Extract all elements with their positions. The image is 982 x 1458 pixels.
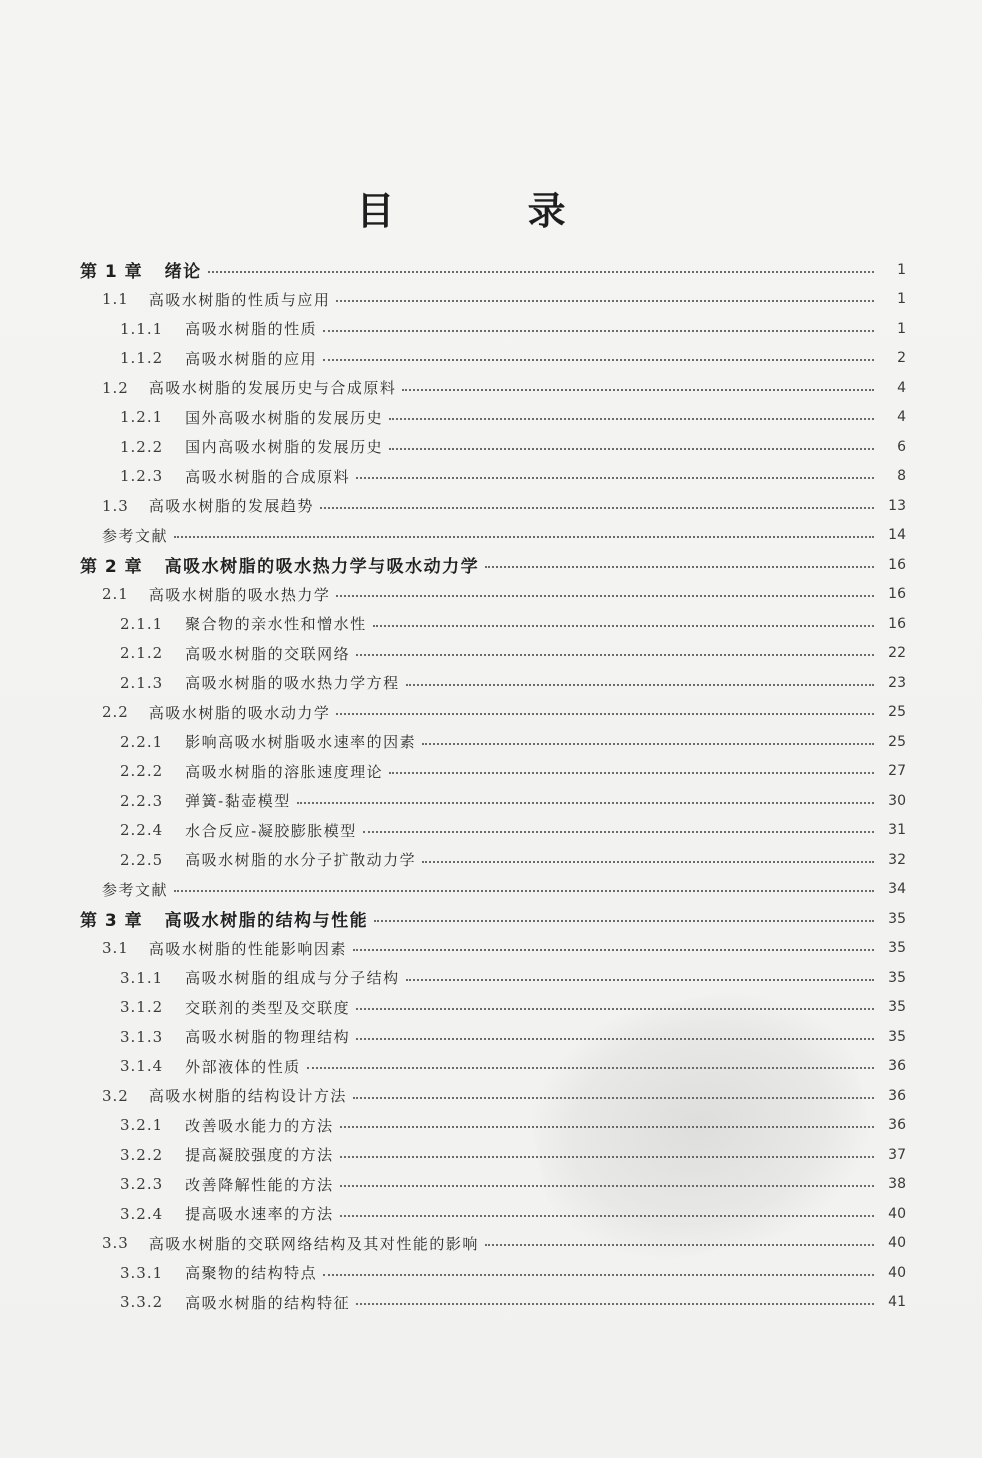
toc-section-entry[interactable] (80, 1258, 906, 1288)
toc-entry-number: 第 3 章 (80, 911, 143, 932)
toc-entry-title: 提高凝胶强度的方法 (185, 1146, 334, 1165)
toc-section-entry[interactable] (80, 462, 906, 492)
toc-dot-leader (336, 713, 874, 715)
toc-entry-number: 3.1 (102, 939, 129, 958)
toc-entry-number: 2.1.3 (120, 673, 164, 692)
toc-entry-title: 高吸水树脂的应用 (185, 349, 318, 368)
toc-entry-title: 高吸水树脂的结构设计方法 (148, 1087, 347, 1106)
toc-entry-number: 2.2.3 (120, 791, 164, 810)
toc-section-entry[interactable] (80, 1170, 906, 1200)
toc-entry-title: 影响高吸水树脂吸水速率的因素 (185, 733, 417, 752)
toc-entry-title: 高吸水树脂的发展趋势 (148, 497, 314, 516)
toc-entry-title: 国外高吸水树脂的发展历史 (185, 408, 384, 427)
toc-page-number: 22 (888, 645, 906, 662)
toc-dot-leader (356, 477, 874, 479)
toc-entry-number: 3.3.2 (120, 1293, 164, 1312)
toc-entry-number: 1.1.1 (120, 319, 164, 338)
toc-entry-number: 3.2.2 (120, 1145, 164, 1164)
toc-entry-title: 高吸水树脂的交联网络 (185, 644, 351, 663)
toc-section-entry[interactable] (80, 668, 906, 698)
toc-page-number: 36 (888, 1058, 906, 1075)
toc-section-entry[interactable] (80, 491, 906, 521)
page-title: 目 录 (356, 189, 626, 233)
toc-page-number: 27 (888, 763, 906, 780)
toc-entry-title: 高吸水树脂的性质与应用 (148, 290, 331, 309)
toc-entry-number: 2.2.2 (120, 762, 164, 781)
toc-entry-number: 3.3 (102, 1234, 129, 1253)
table-of-contents (80, 255, 906, 1317)
toc-page-number: 35 (888, 999, 906, 1016)
toc-entry-title: 高吸水树脂的发展历史与合成原料 (148, 379, 397, 398)
toc-section-entry[interactable] (80, 1111, 906, 1141)
toc-dot-leader (336, 595, 874, 597)
toc-entry-title: 参考文献 (102, 880, 169, 899)
toc-entry-title: 高吸水树脂的吸水热力学方程 (185, 674, 400, 693)
toc-page-number: 34 (888, 881, 906, 898)
toc-entry-number: 2.1.1 (120, 614, 164, 633)
toc-entry-number: 2.2.4 (120, 821, 164, 840)
toc-page-number: 36 (888, 1087, 906, 1104)
toc-section-entry[interactable] (80, 727, 906, 757)
toc-entry-number: 2.2 (102, 703, 129, 722)
toc-page-number: 35 (888, 969, 906, 986)
toc-entry-number: 1.2.1 (120, 408, 164, 427)
toc-dot-leader (363, 831, 874, 833)
toc-page-number: 32 (888, 851, 906, 868)
toc-section-entry[interactable] (80, 314, 906, 344)
toc-entry-title: 高吸水树脂的性能影响因素 (148, 939, 347, 958)
toc-section-entry[interactable] (80, 1081, 906, 1111)
toc-page-number: 23 (888, 674, 906, 691)
toc-section-entry[interactable] (80, 1229, 906, 1259)
toc-section-entry[interactable] (80, 845, 906, 875)
toc-dot-leader (353, 1097, 874, 1099)
toc-page-number: 16 (888, 586, 906, 603)
toc-dot-leader (402, 389, 874, 391)
toc-dot-leader (356, 1038, 874, 1040)
toc-entry-title: 水合反应-凝胶膨胀模型 (185, 821, 357, 840)
toc-page-number: 8 (897, 468, 906, 485)
toc-dot-leader (323, 330, 874, 332)
toc-dot-leader (374, 920, 874, 922)
toc-dot-leader (340, 1185, 874, 1187)
toc-dot-leader (208, 271, 874, 273)
toc-section-entry[interactable] (80, 403, 906, 433)
toc-page-number: 6 (897, 438, 906, 455)
toc-page-number: 4 (897, 409, 906, 426)
toc-page-number: 40 (888, 1264, 906, 1281)
toc-section-entry[interactable] (80, 580, 906, 610)
toc-dot-leader (174, 536, 874, 538)
toc-section-entry[interactable] (80, 344, 906, 374)
toc-section-entry[interactable] (80, 1052, 906, 1082)
toc-entry-number: 3.3.1 (120, 1263, 164, 1282)
toc-entry-number: 3.1.4 (120, 1057, 164, 1076)
toc-page-number: 25 (888, 733, 906, 750)
toc-dot-leader (336, 300, 874, 302)
toc-dot-leader (406, 684, 874, 686)
toc-dot-leader (323, 359, 874, 361)
toc-section-entry[interactable] (80, 373, 906, 403)
toc-section-entry[interactable] (80, 993, 906, 1023)
toc-section-entry[interactable] (80, 285, 906, 315)
toc-page-number: 1 (897, 261, 906, 278)
toc-page-number: 14 (888, 527, 906, 544)
toc-dot-leader (356, 1008, 874, 1010)
toc-section-entry[interactable] (80, 1140, 906, 1170)
toc-entry-title: 高吸水树脂的结构与性能 (164, 911, 369, 932)
toc-page-number: 37 (888, 1146, 906, 1163)
toc-entry-title: 高聚物的结构特点 (185, 1264, 318, 1283)
toc-page-number: 2 (897, 350, 906, 367)
toc-entry-number: 1.1.2 (120, 349, 164, 368)
toc-section-entry[interactable] (80, 609, 906, 639)
toc-entry-title: 高吸水树脂的溶胀速度理论 (185, 762, 384, 781)
toc-entry-title: 改善降解性能的方法 (185, 1175, 334, 1194)
toc-entry-number: 3.2.1 (120, 1116, 164, 1135)
toc-section-entry[interactable] (80, 698, 906, 728)
toc-entry-title: 国内高吸水树脂的发展历史 (185, 438, 384, 457)
toc-entry-number: 1.3 (102, 496, 129, 515)
toc-entry-number: 1.1 (102, 290, 129, 309)
toc-page-number: 30 (888, 792, 906, 809)
toc-entry-title: 高吸水树脂的水分子扩散动力学 (185, 851, 417, 870)
toc-dot-leader (389, 448, 874, 450)
toc-section-entry[interactable] (80, 432, 906, 462)
toc-entry-number: 3.2.4 (120, 1204, 164, 1223)
toc-page-number: 4 (897, 379, 906, 396)
toc-entry-title: 绪论 (164, 262, 202, 283)
toc-dot-leader (340, 1156, 874, 1158)
toc-section-entry[interactable] (80, 1022, 906, 1052)
toc-section-entry[interactable] (80, 934, 906, 964)
toc-entry-title: 高吸水树脂的吸水热力学与吸水动力学 (164, 557, 480, 578)
toc-page-number: 41 (888, 1294, 906, 1311)
toc-entry-number: 第 2 章 (80, 557, 143, 578)
toc-section-entry[interactable] (80, 1288, 906, 1318)
toc-entry-title: 高吸水树脂的性质 (185, 320, 318, 339)
toc-entry-number: 2.2.1 (120, 732, 164, 751)
toc-dot-leader (340, 1215, 874, 1217)
toc-entry-title: 弹簧-黏壶模型 (185, 792, 291, 811)
toc-page-number: 1 (897, 320, 906, 337)
toc-dot-leader (320, 507, 874, 509)
toc-page-number: 40 (888, 1205, 906, 1222)
toc-page-number: 35 (888, 940, 906, 957)
toc-dot-leader (356, 654, 874, 656)
toc-entry-title: 提高吸水速率的方法 (185, 1205, 334, 1224)
toc-page-number: 35 (888, 1028, 906, 1045)
toc-entry-number: 1.2.2 (120, 437, 164, 456)
toc-entry-number: 3.1.1 (120, 968, 164, 987)
toc-entry-title: 高吸水树脂的吸水动力学 (148, 703, 331, 722)
toc-entry-title: 交联剂的类型及交联度 (185, 998, 351, 1017)
toc-references-entry[interactable] (80, 521, 906, 551)
toc-entry-title: 改善吸水能力的方法 (185, 1116, 334, 1135)
toc-entry-title: 高吸水树脂的吸水热力学 (148, 585, 331, 604)
toc-section-entry[interactable] (80, 963, 906, 993)
toc-chapter-entry[interactable] (80, 904, 906, 934)
toc-page-number: 13 (888, 497, 906, 514)
toc-entry-number: 3.2.3 (120, 1175, 164, 1194)
toc-dot-leader (174, 890, 874, 892)
toc-entry-number: 2.2.5 (120, 850, 164, 869)
toc-chapter-entry[interactable] (80, 550, 906, 580)
toc-section-entry[interactable] (80, 816, 906, 846)
toc-dot-leader (356, 1303, 874, 1305)
toc-dot-leader (485, 566, 874, 568)
toc-entry-title: 高吸水树脂的结构特征 (185, 1293, 351, 1312)
toc-entry-number: 3.1.2 (120, 998, 164, 1017)
toc-entry-title: 高吸水树脂的合成原料 (185, 467, 351, 486)
toc-entry-title: 聚合物的亲水性和憎水性 (185, 615, 367, 634)
toc-section-entry[interactable] (80, 639, 906, 669)
toc-section-entry[interactable] (80, 757, 906, 787)
toc-dot-leader (422, 861, 874, 863)
toc-page-number: 31 (888, 822, 906, 839)
toc-entry-title: 高吸水树脂的组成与分子结构 (185, 969, 400, 988)
toc-dot-leader (323, 1274, 874, 1276)
toc-section-entry[interactable] (80, 786, 906, 816)
toc-entry-number: 1.2.3 (120, 467, 164, 486)
toc-references-entry[interactable] (80, 875, 906, 905)
toc-dot-leader (389, 772, 874, 774)
toc-dot-leader (307, 1067, 874, 1069)
toc-dot-leader (340, 1126, 874, 1128)
toc-section-entry[interactable] (80, 1199, 906, 1229)
toc-entry-title: 外部液体的性质 (185, 1057, 301, 1076)
toc-dot-leader (406, 979, 874, 981)
toc-entry-number: 2.1.2 (120, 644, 164, 663)
toc-entry-number: 第 1 章 (80, 262, 143, 283)
toc-chapter-entry[interactable] (80, 255, 906, 285)
toc-entry-number: 1.2 (102, 378, 129, 397)
toc-page-number: 35 (888, 910, 906, 927)
toc-page-number: 25 (888, 704, 906, 721)
toc-dot-leader (422, 743, 874, 745)
toc-entry-number: 3.1.3 (120, 1027, 164, 1046)
toc-page-number: 1 (897, 291, 906, 308)
toc-dot-leader (485, 1244, 874, 1246)
toc-dot-leader (373, 625, 874, 627)
toc-entry-title: 高吸水树脂的物理结构 (185, 1028, 351, 1047)
toc-dot-leader (353, 949, 874, 951)
toc-entry-title: 高吸水树脂的交联网络结构及其对性能的影响 (148, 1234, 479, 1253)
toc-dot-leader (389, 418, 874, 420)
toc-page-number: 36 (888, 1117, 906, 1134)
toc-entry-title: 参考文献 (102, 526, 169, 545)
toc-dot-leader (297, 802, 874, 804)
toc-entry-number: 2.1 (102, 585, 129, 604)
toc-page-number: 40 (888, 1235, 906, 1252)
toc-page-number: 38 (888, 1176, 906, 1193)
toc-page-number: 16 (888, 556, 906, 573)
toc-entry-number: 3.2 (102, 1086, 129, 1105)
toc-page-number: 16 (888, 615, 906, 632)
